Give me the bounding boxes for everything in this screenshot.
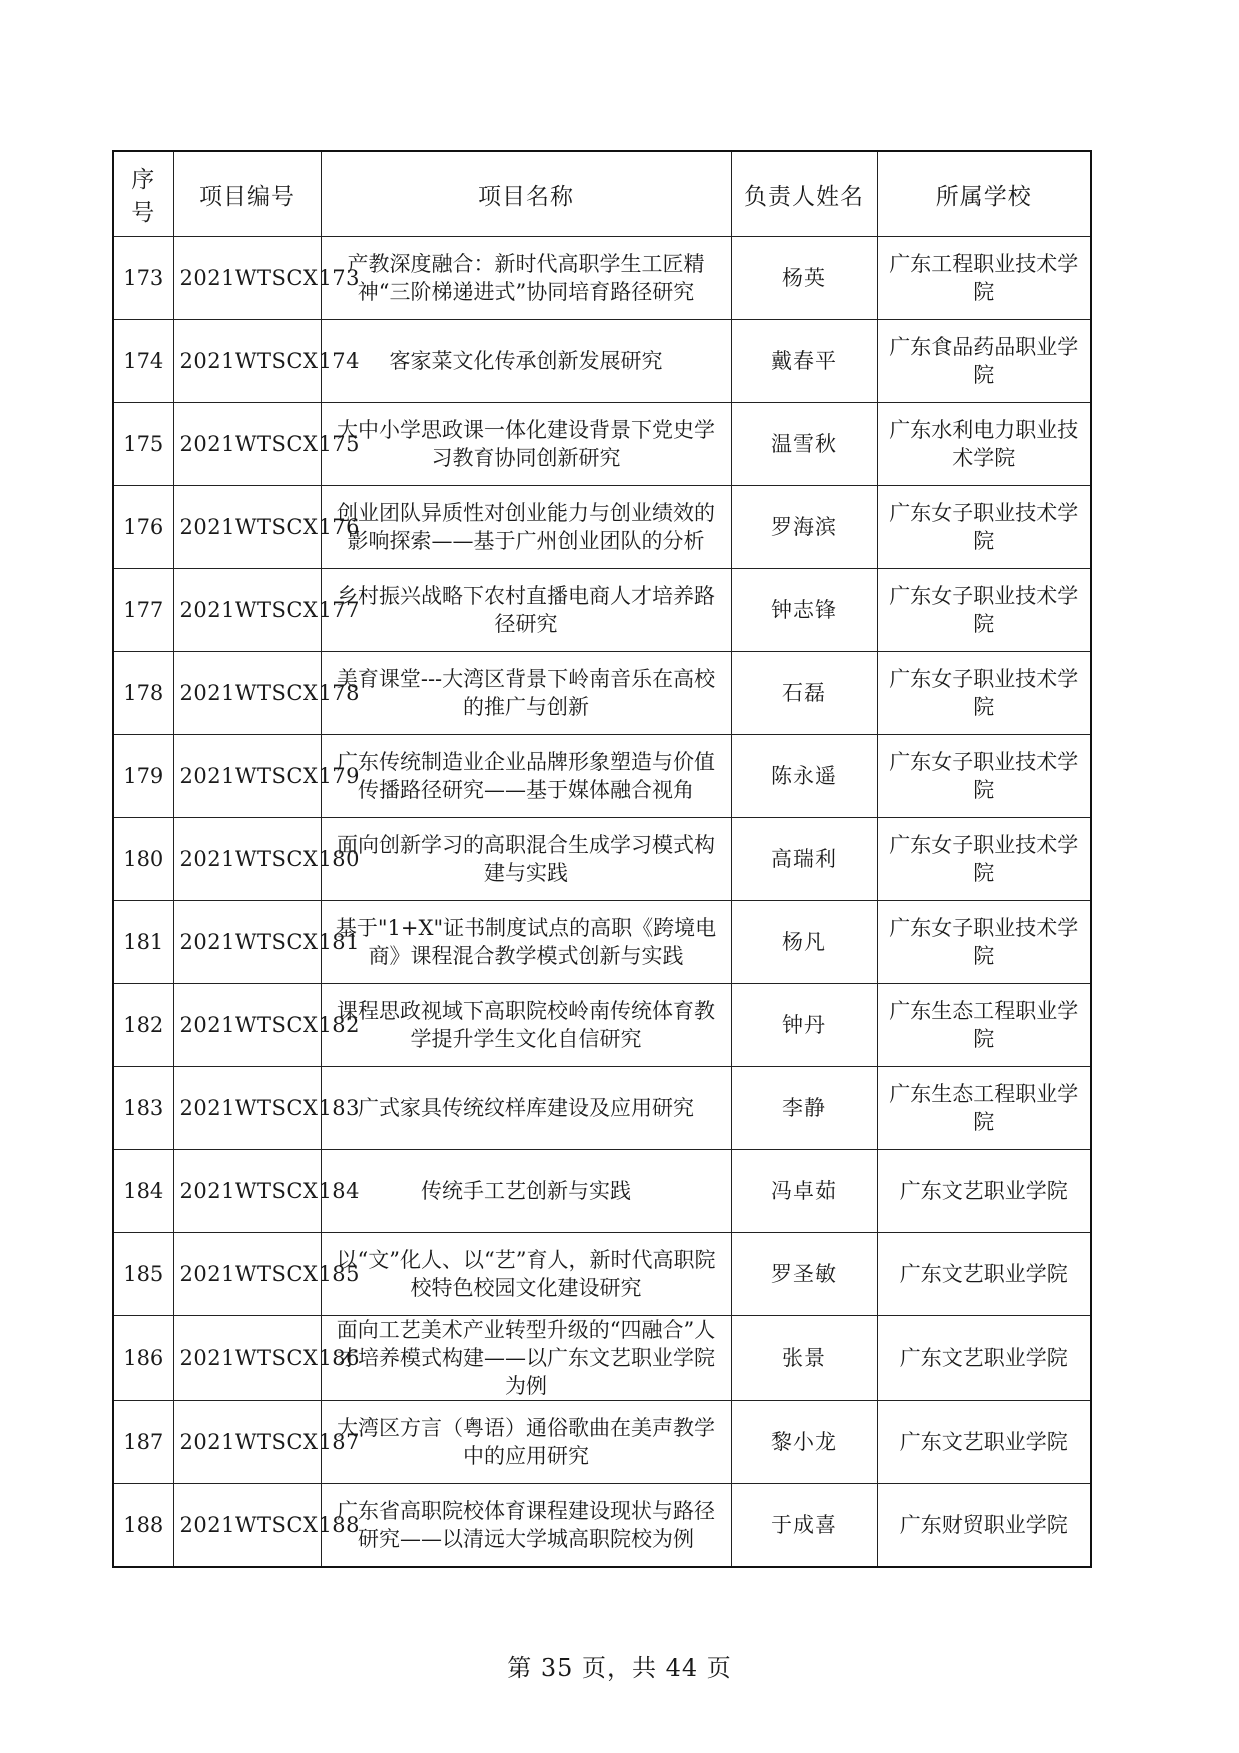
cell-person-name: 杨英 xyxy=(731,237,877,320)
cell-project-name: 创业团队异质性对创业能力与创业绩效的影响探索——基于广州创业团队的分析 xyxy=(321,486,731,569)
cell-seq: 177 xyxy=(113,569,173,652)
cell-seq: 184 xyxy=(113,1150,173,1233)
cell-school: 广东水利电力职业技术学院 xyxy=(877,403,1091,486)
table-row xyxy=(113,1233,1091,1316)
cell-project-code: 2021WTSCX180 xyxy=(173,818,321,901)
project-table xyxy=(112,150,1092,1568)
cell-person-name: 张景 xyxy=(731,1316,877,1401)
cell-project-name: 面向工艺美术产业转型升级的“四融合”人才培养模式构建——以广东文艺职业学院为例 xyxy=(321,1316,731,1401)
page-footer: 第 35 页，共 44 页 xyxy=(507,1654,732,1682)
table-row xyxy=(113,237,1091,320)
header-seq: 序号 xyxy=(113,151,173,237)
cell-person-name: 温雪秋 xyxy=(731,403,877,486)
cell-project-code: 2021WTSCX175 xyxy=(173,403,321,486)
cell-school: 广东工程职业技术学院 xyxy=(877,237,1091,320)
cell-project-name: 广东省高职院校体育课程建设现状与路径研究——以清远大学城高职院校为例 xyxy=(321,1484,731,1568)
cell-project-name: 面向创新学习的高职混合生成学习模式构建与实践 xyxy=(321,818,731,901)
cell-seq: 183 xyxy=(113,1067,173,1150)
cell-seq: 181 xyxy=(113,901,173,984)
cell-person-name: 罗圣敏 xyxy=(731,1233,877,1316)
cell-project-code: 2021WTSCX183 xyxy=(173,1067,321,1150)
cell-project-name: 大中小学思政课一体化建设背景下党史学习教育协同创新研究 xyxy=(321,403,731,486)
cell-project-code: 2021WTSCX177 xyxy=(173,569,321,652)
cell-project-code: 2021WTSCX173 xyxy=(173,237,321,320)
cell-project-name: 乡村振兴战略下农村直播电商人才培养路径研究 xyxy=(321,569,731,652)
cell-project-code: 2021WTSCX182 xyxy=(173,984,321,1067)
table-row xyxy=(113,1067,1091,1150)
cell-person-name: 罗海滨 xyxy=(731,486,877,569)
cell-person-name: 陈永遥 xyxy=(731,735,877,818)
table-row xyxy=(113,486,1091,569)
table-row xyxy=(113,984,1091,1067)
cell-seq: 185 xyxy=(113,1233,173,1316)
table-row xyxy=(113,818,1091,901)
cell-seq: 182 xyxy=(113,984,173,1067)
cell-seq: 187 xyxy=(113,1401,173,1484)
cell-project-name: 以“文”化人、以“艺”育人，新时代高职院校特色校园文化建设研究 xyxy=(321,1233,731,1316)
cell-project-name: 基于"1+X"证书制度试点的高职《跨境电商》课程混合教学模式创新与实践 xyxy=(321,901,731,984)
header-row xyxy=(113,151,1091,237)
cell-seq: 180 xyxy=(113,818,173,901)
cell-seq: 176 xyxy=(113,486,173,569)
table-row xyxy=(113,569,1091,652)
cell-project-name: 课程思政视域下高职院校岭南传统体育教学提升学生文化自信研究 xyxy=(321,984,731,1067)
cell-school: 广东女子职业技术学院 xyxy=(877,652,1091,735)
cell-project-name: 广式家具传统纹样库建设及应用研究 xyxy=(321,1067,731,1150)
cell-school: 广东文艺职业学院 xyxy=(877,1233,1091,1316)
table-row xyxy=(113,652,1091,735)
cell-person-name: 高瑞利 xyxy=(731,818,877,901)
cell-project-code: 2021WTSCX178 xyxy=(173,652,321,735)
cell-project-code: 2021WTSCX188 xyxy=(173,1484,321,1568)
cell-person-name: 冯卓茹 xyxy=(731,1150,877,1233)
cell-project-code: 2021WTSCX186 xyxy=(173,1316,321,1401)
table-row xyxy=(113,403,1091,486)
cell-school: 广东女子职业技术学院 xyxy=(877,818,1091,901)
header-person-name: 负责人姓名 xyxy=(731,151,877,237)
cell-project-code: 2021WTSCX174 xyxy=(173,320,321,403)
cell-school: 广东财贸职业学院 xyxy=(877,1484,1091,1568)
table-body xyxy=(113,237,1091,1568)
table-row xyxy=(113,1484,1091,1568)
cell-school: 广东女子职业技术学院 xyxy=(877,901,1091,984)
cell-seq: 178 xyxy=(113,652,173,735)
cell-seq: 174 xyxy=(113,320,173,403)
cell-school: 广东食品药品职业学院 xyxy=(877,320,1091,403)
table-row xyxy=(113,1401,1091,1484)
cell-project-code: 2021WTSCX179 xyxy=(173,735,321,818)
cell-project-code: 2021WTSCX176 xyxy=(173,486,321,569)
table-row xyxy=(113,735,1091,818)
cell-project-name: 广东传统制造业企业品牌形象塑造与价值传播路径研究——基于媒体融合视角 xyxy=(321,735,731,818)
cell-person-name: 钟志锋 xyxy=(731,569,877,652)
cell-seq: 179 xyxy=(113,735,173,818)
cell-school: 广东文艺职业学院 xyxy=(877,1401,1091,1484)
cell-person-name: 杨凡 xyxy=(731,901,877,984)
cell-person-name: 戴春平 xyxy=(731,320,877,403)
cell-school: 广东女子职业技术学院 xyxy=(877,486,1091,569)
cell-school: 广东女子职业技术学院 xyxy=(877,735,1091,818)
cell-project-name: 产教深度融合：新时代高职学生工匠精神“三阶梯递进式”协同培育路径研究 xyxy=(321,237,731,320)
cell-school: 广东文艺职业学院 xyxy=(877,1316,1091,1401)
header-school: 所属学校 xyxy=(877,151,1091,237)
cell-seq: 186 xyxy=(113,1316,173,1401)
cell-project-name: 大湾区方言（粤语）通俗歌曲在美声教学中的应用研究 xyxy=(321,1401,731,1484)
header-project-code: 项目编号 xyxy=(173,151,321,237)
cell-project-code: 2021WTSCX187 xyxy=(173,1401,321,1484)
cell-project-code: 2021WTSCX181 xyxy=(173,901,321,984)
cell-project-code: 2021WTSCX185 xyxy=(173,1233,321,1316)
cell-person-name: 黎小龙 xyxy=(731,1401,877,1484)
table-row xyxy=(113,901,1091,984)
table-row xyxy=(113,320,1091,403)
cell-seq: 175 xyxy=(113,403,173,486)
cell-project-code: 2021WTSCX184 xyxy=(173,1150,321,1233)
cell-school: 广东生态工程职业学院 xyxy=(877,984,1091,1067)
table-header xyxy=(113,151,1091,237)
cell-seq: 188 xyxy=(113,1484,173,1568)
cell-person-name: 石磊 xyxy=(731,652,877,735)
cell-person-name: 于成喜 xyxy=(731,1484,877,1568)
cell-school: 广东文艺职业学院 xyxy=(877,1150,1091,1233)
cell-seq: 173 xyxy=(113,237,173,320)
cell-project-name: 美育课堂---大湾区背景下岭南音乐在高校的推广与创新 xyxy=(321,652,731,735)
cell-school: 广东女子职业技术学院 xyxy=(877,569,1091,652)
cell-project-name: 客家菜文化传承创新发展研究 xyxy=(321,320,731,403)
cell-school: 广东生态工程职业学院 xyxy=(877,1067,1091,1150)
table-row xyxy=(113,1150,1091,1233)
table-row xyxy=(113,1316,1091,1401)
cell-project-name: 传统手工艺创新与实践 xyxy=(321,1150,731,1233)
cell-person-name: 李静 xyxy=(731,1067,877,1150)
cell-person-name: 钟丹 xyxy=(731,984,877,1067)
header-project-name: 项目名称 xyxy=(321,151,731,237)
